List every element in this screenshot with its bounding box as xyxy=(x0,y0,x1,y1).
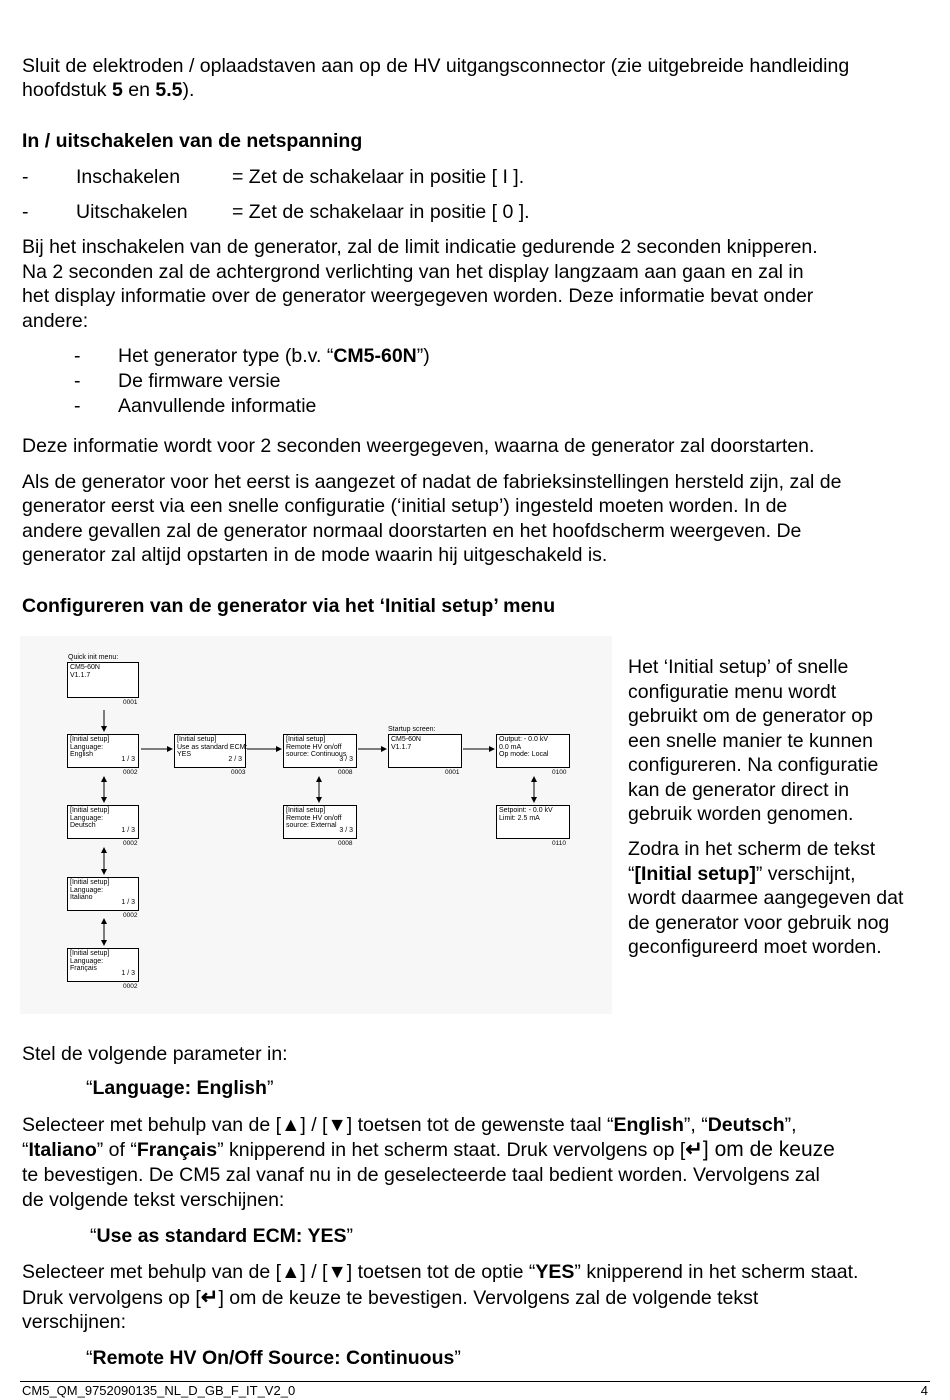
footer-page-number: 4 xyxy=(920,1383,928,1398)
screen-box-model: CM5-60N V1.1.7 xyxy=(67,662,139,698)
param-quote-remote: “Remote HV On/Off Source: Continuous” xyxy=(86,1347,461,1369)
screen-box-output: Output: - 0.0 kV 0.0 mA Op mode: Local xyxy=(496,734,570,768)
side-text-line: Zodra in het scherm de tekst xyxy=(628,838,876,860)
screen-code: 0002 xyxy=(123,769,138,776)
side-text-line: configuratie menu wordt xyxy=(628,681,837,703)
side-text-line: configureren. Na configuratie xyxy=(628,754,879,776)
param-quote-language: “Language: English” xyxy=(86,1077,274,1099)
params-intro: Stel de volgende parameter in: xyxy=(22,1043,288,1065)
power-para-line: Na 2 seconden zal de achtergrond verlichting van het display langzaam aan gaan en zal in xyxy=(22,261,804,283)
params-p2-line: Druk vervolgens op [↵] om de keuze te bevestigen. Vervolgens zal de volgende tekst xyxy=(22,1286,759,1309)
side-text-line: Het ‘Initial setup’ of snelle xyxy=(628,656,849,678)
side-text-line: “[Initial setup]” verschijnt, xyxy=(628,863,856,885)
screen-code: 0100 xyxy=(552,769,567,776)
screen-code: 0008 xyxy=(338,840,353,847)
screen-code: 0001 xyxy=(445,769,460,776)
side-text-line: geconfigureerd moet worden. xyxy=(628,936,882,958)
bullet-dash: - xyxy=(74,395,81,417)
params-p1-line: “Italiano” of “Français” knipperend in het scherm staat. Druk vervolgens op [↵] om de keuze xyxy=(22,1138,835,1161)
power-para2-line: andere gevallen zal de generator normaal doorstarten en het hoofdscherm weergeven. De xyxy=(22,520,802,542)
intro-line-2: hoofdstuk 5 en 5.5). xyxy=(22,79,195,101)
power-para2-line: generator zal altijd opstarten in de mode waarin hij uitgeschakeld is. xyxy=(22,544,608,566)
screen-box-remote-continuous: [Initial setup] Remote HV on/off source: Continuous 3 / 3 xyxy=(283,734,357,768)
power-para-line: andere: xyxy=(22,310,89,332)
screen-code: 0002 xyxy=(123,840,138,847)
screen-box-setpoint: Setpoint: - 0.0 kV Limit: 2.5 mA xyxy=(496,805,570,839)
footer-divider xyxy=(20,1381,930,1382)
screen-code: 0008 xyxy=(338,769,353,776)
power-after: Deze informatie wordt voor 2 seconden weergegeven, waarna de generator zal doorstarten. xyxy=(22,435,815,457)
screen-code: 0002 xyxy=(123,983,138,990)
params-p1-line: te bevestigen. De CM5 zal vanaf nu in de geselecteerde taal bedient worden. Vervolgens zal xyxy=(22,1164,820,1186)
params-p1-line: de volgende tekst verschijnen: xyxy=(22,1189,285,1211)
power-para2-line: Als de generator voor het eerst is aangezet of nadat de fabrieksinstellingen hersteld zijn, zal de xyxy=(22,471,842,493)
power-para-line: het display informatie over de generator weergegeven worden. Deze informatie bevat onder xyxy=(22,285,814,307)
startup-screen-label: Startup screen: xyxy=(388,726,436,733)
bullet-dash: - xyxy=(74,345,81,367)
footer-doc-id: CM5_QM_9752090135_NL_D_GB_F_IT_V2_0 xyxy=(22,1383,296,1398)
side-text-line: de generator voor gebruik nog xyxy=(628,912,890,934)
side-text-line: gebruikt om de generator op xyxy=(628,705,873,727)
screen-code: 0110 xyxy=(552,840,566,847)
screen-code: 0003 xyxy=(231,769,246,776)
screen-box-standard-ecm: [Initial setup] Use as standard ECM: YES 2 / 3 xyxy=(174,734,246,768)
screen-box-italiano: [Initial setup] Language: Italiano 1 / 3 xyxy=(67,877,139,911)
power-para-line: Bij het inschakelen van de generator, zal de limit indicatie gedurende 2 seconden knipperen. xyxy=(22,236,818,258)
side-text-line: kan de generator direct in xyxy=(628,779,850,801)
bullet-item: De firmware versie xyxy=(118,370,281,392)
bullet-item: Het generator type (b.v. “CM5-60N”) xyxy=(118,345,430,367)
params-p1-line: Selecteer met behulp van de [▲] / [▼] toetsen tot de gewenste taal “English”, “Deutsch”, xyxy=(22,1114,797,1136)
side-text-line: wordt daarmee aangegeven dat xyxy=(628,887,904,909)
power-item-on: - Inschakelen = Zet de schakelaar in positie [ I ]. xyxy=(22,166,525,188)
screen-code: 0001 xyxy=(123,699,138,706)
param-quote-ecm: “Use as standard ECM: YES” xyxy=(90,1225,353,1247)
params-p2-line: Selecteer met behulp van de [▲] / [▼] toetsen tot de optie “YES” knipperend in het scherm staat. xyxy=(22,1261,859,1283)
enter-key-icon: ↵ xyxy=(685,1138,703,1161)
screen-box-startup: CM5-60N V1.1.7 xyxy=(388,734,462,768)
screen-box-francais: [Initial setup] Language: Français 1 / 3 xyxy=(67,948,139,982)
bullet-item: Aanvullende informatie xyxy=(118,395,317,417)
power-item-off: - Uitschakelen = Zet de schakelaar in positie [ 0 ]. xyxy=(22,201,530,223)
screen-code: 0002 xyxy=(123,912,138,919)
config-heading: Configureren van de generator via het ‘Initial setup’ menu xyxy=(22,595,556,617)
screen-box-english: [Initial setup] Language: English 1 / 3 xyxy=(67,734,139,768)
intro-line-1: Sluit de elektroden / oplaadstaven aan op de HV uitgangsconnector (zie uitgebreide handleiding xyxy=(22,55,850,77)
screen-box-remote-external: [Initial setup] Remote HV on/off source: External 3 / 3 xyxy=(283,805,357,839)
side-text-line: gebruik worden genomen. xyxy=(628,803,854,825)
power-heading: In / uitschakelen van de netspanning xyxy=(22,130,363,152)
params-p2-line: verschijnen: xyxy=(22,1311,127,1333)
quick-init-label: Quick init menu: xyxy=(68,654,119,661)
screen-box-deutsch: [Initial setup] Language: Deutsch 1 / 3 xyxy=(67,805,139,839)
initial-setup-flow-diagram xyxy=(20,636,612,1014)
enter-key-icon: ↵ xyxy=(200,1286,219,1309)
side-text-line: een snelle manier te kunnen xyxy=(628,730,873,752)
bullet-dash: - xyxy=(74,370,81,392)
power-para2-line: generator eerst via een snelle configuratie (‘initial setup’) ingesteld moeten worden. In de xyxy=(22,495,788,517)
